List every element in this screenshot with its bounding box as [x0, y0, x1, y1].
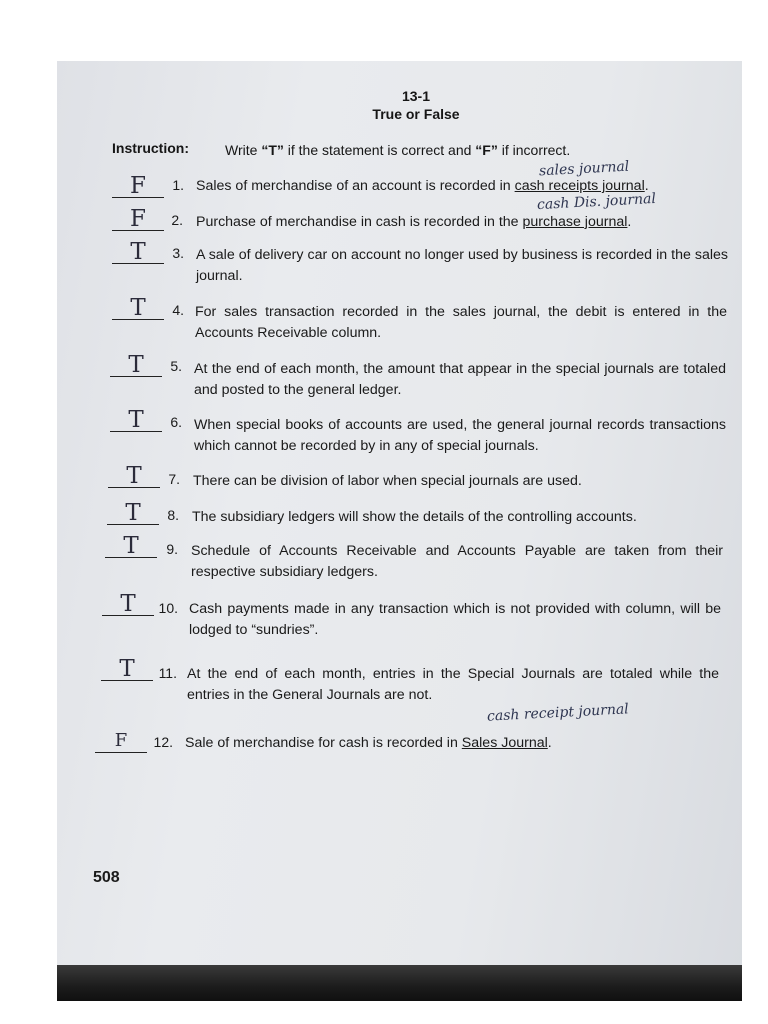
answer-blank-12: F [95, 730, 147, 753]
document-photo [57, 61, 742, 1001]
item-number-8: 8. [167, 507, 179, 523]
statement-3: A sale of delivery car on account no longer used by business is recorded in the sales journal. [196, 247, 728, 284]
item-number-7: 7. [168, 471, 180, 487]
statement-4: For sales transaction recorded in the sales journal, the debit is entered in the Accounts Receivable column. [195, 304, 727, 341]
statement-9: Schedule of Accounts Receivable and Accounts Payable are taken from their respective subsidiary ledgers. [191, 543, 723, 580]
statement-8: The subsidiary ledgers will show the details of the controlling accounts. [192, 509, 637, 525]
item-number-12: 12. [153, 734, 173, 750]
page-number: 508 [93, 869, 120, 886]
item-number-11: 11. [158, 665, 177, 681]
answer-blank-1: F [112, 175, 164, 198]
handwritten-note-12: cash receipt journal [486, 701, 630, 725]
answer-blank-10: T [102, 593, 154, 616]
answer-blank-11: T [101, 658, 153, 681]
answer-blank-2: F [112, 208, 164, 231]
section-number: 13-1 [401, 88, 431, 104]
item-number-3: 3. [172, 245, 184, 261]
statement-5: At the end of each month, the amount that appear in the special journals are totaled and posted to the general ledger. [194, 361, 726, 398]
photo-bottom-shadow [57, 965, 742, 1001]
item-number-9: 9. [166, 541, 178, 557]
answer-blank-9: T [105, 535, 157, 558]
statement-6: When special books of accounts are used, the general journal records transactions which cannot be recorded by in any of special journals. [194, 417, 726, 454]
instruction-label: Instruction: [112, 140, 189, 156]
answer-blank-6: T [110, 409, 162, 432]
statement-2: Purchase of merchandise in cash is recorded in the purchase journal. [196, 214, 632, 230]
statement-10: Cash payments made in any transaction which is not provided with column, will be lodged to “sundries”. [189, 601, 721, 638]
item-number-1: 1. [172, 177, 184, 193]
item-number-10: 10. [158, 600, 178, 616]
item-number-4: 4. [172, 302, 184, 318]
answer-blank-8: T [107, 502, 159, 525]
statement-1: Sales of merchandise of an account is recorded in cash receipts journal. [196, 178, 649, 194]
handwritten-note-1: sales journal [538, 158, 630, 180]
handwritten-note-2: cash Dis. journal [536, 190, 657, 214]
item-number-5: 5. [170, 358, 182, 374]
answer-blank-4: T [112, 297, 164, 320]
page-title: True or False [372, 106, 460, 122]
statement-12: Sale of merchandise for cash is recorded in Sales Journal. [185, 735, 552, 751]
statement-7: There can be division of labor when special journals are used. [193, 473, 582, 489]
item-number-6: 6. [170, 414, 182, 430]
item-number-2: 2. [171, 212, 183, 228]
answer-blank-5: T [110, 354, 162, 377]
answer-blank-7: T [108, 465, 160, 488]
answer-blank-3: T [112, 241, 164, 264]
statement-11: At the end of each month, entries in the Special Journals are totaled while the entries in the General Journals are not. [187, 666, 719, 703]
instruction-text: Write “T” if the statement is correct and “F” if incorrect. [225, 142, 571, 158]
